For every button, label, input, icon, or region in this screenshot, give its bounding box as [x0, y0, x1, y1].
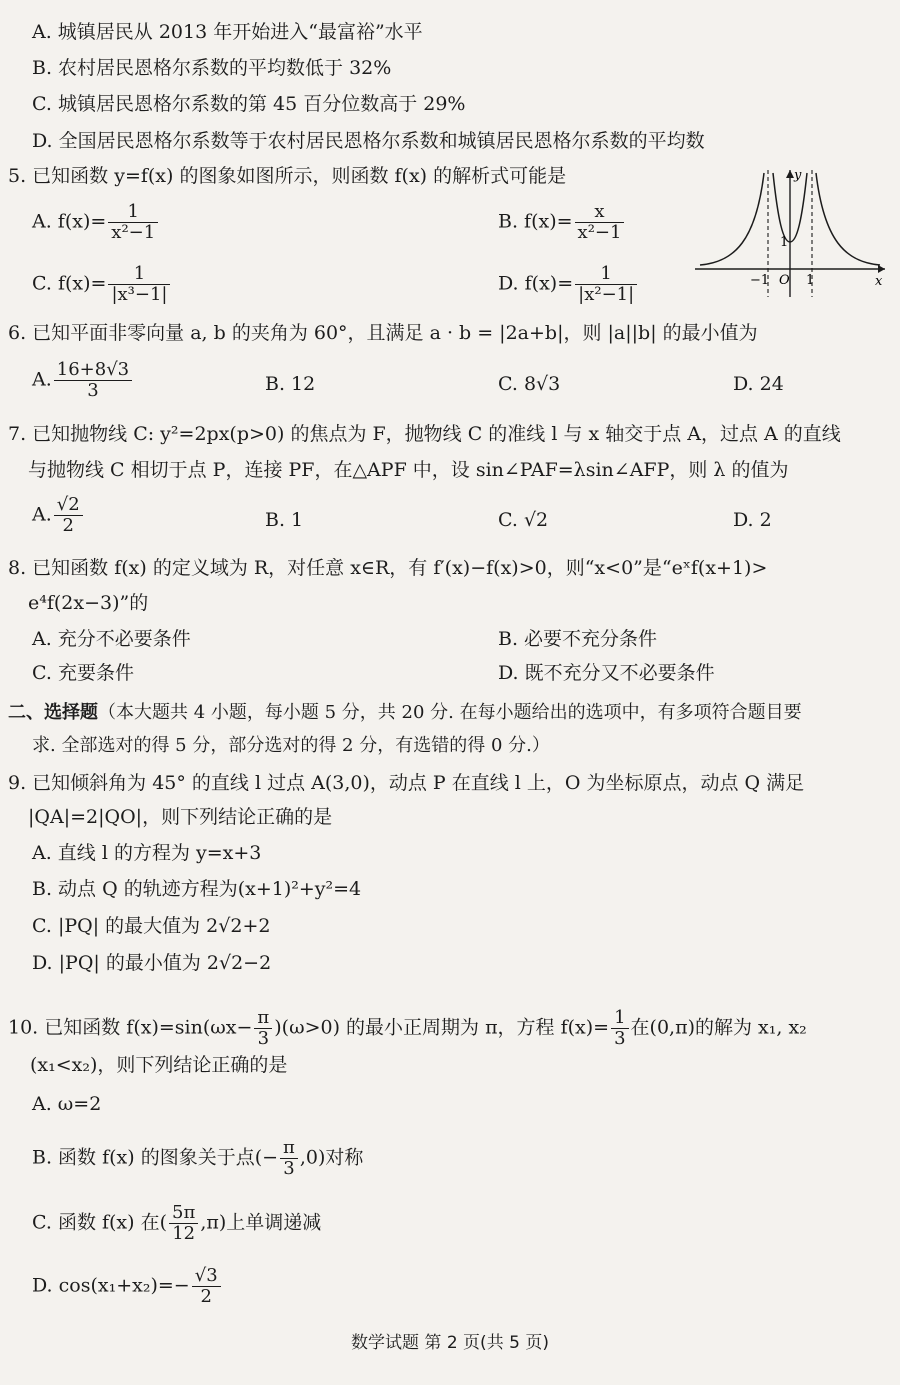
x-label: x: [875, 274, 883, 289]
q10-option-d: D. cos(x₁+x₂)=− $\frac{√3}{2}$: [32, 1266, 223, 1307]
q6-option-a: A. $\frac{16+8√3}{3}$: [32, 360, 134, 401]
q10-option-c: C. 函数 f(x) 在( $\frac{5\pi}{12}$ ,π)上单调递减: [32, 1202, 322, 1244]
curve-right: [816, 173, 880, 265]
q4-option-c: C. 城镇居民恩格尔系数的第 45 百分位数高于 29%: [32, 93, 466, 115]
tick-y1: 1: [780, 235, 789, 250]
q9-option-a: A. 直线 l 的方程为 y=x+3: [32, 842, 262, 864]
y-label: y: [794, 168, 802, 183]
q5-option-a: A. f(x)= $\frac{1}{\text{x²−1}}$: [32, 202, 160, 243]
q9-option-c: C. |PQ| 的最大值为 2√2+2: [32, 915, 271, 937]
q8-option-a: A. 充分不必要条件: [32, 628, 191, 650]
q7-option-c: C. √2: [498, 509, 549, 531]
q7-option-a: A. $\frac{√2}{2}$: [32, 495, 85, 536]
q7-line2: 与抛物线 C 相切于点 P，连接 PF，在△APF 中，设 sin∠PAF=λsin∠AFP，则 λ 的值为: [28, 459, 789, 481]
q9-line2: |QA|=2|QO|，则下列结论正确的是: [28, 806, 333, 828]
section2-header: [8, 701, 802, 725]
q5-stem: 5. 已知函数 y=f(x) 的图象如图所示，则函数 f(x) 的解析式可能是: [8, 165, 567, 187]
curve-left: [700, 173, 764, 265]
section2-desc2: 求. 全部选对的得 5 分，部分选对的得 2 分，有选错的得 0 分.）: [32, 735, 550, 756]
section2-title: 二、选择题: [8, 702, 98, 723]
q8-option-b: B. 必要不充分条件: [498, 628, 658, 650]
q6-option-b: B. 12: [265, 373, 316, 395]
function-graph: [690, 165, 890, 300]
q10-line2: (x₁<x₂)，则下列结论正确的是: [30, 1054, 288, 1076]
q4-option-a: A. 城镇居民从 2013 年开始进入“最富裕”水平: [32, 21, 423, 43]
q9-option-d: D. |PQ| 的最小值为 2√2−2: [32, 952, 272, 974]
tick-neg1: −1: [750, 273, 770, 288]
q10-line1: 10. 已知函数 f(x)=sin(ωx− $\frac{\pi}{3}$ )(ω>0) 的最小正周期为 π，方程 f(x)= $\frac{1}{3}$ 在(0,π)的解为 x₁, x₂: [8, 1007, 807, 1049]
page-footer: 数学试题 第 2 页(共 5 页): [351, 1333, 549, 1353]
section2-desc1: （本大题共 4 小题，每小题 5 分，共 20 分. 在每小题给出的选项中，有多项符合题目要: [98, 702, 802, 723]
q8-option-c: C. 充要条件: [32, 662, 134, 684]
q4-option-b: B. 农村居民恩格尔系数的平均数低于 32%: [32, 57, 392, 79]
origin-label: O: [779, 273, 790, 288]
q10-option-b: B. 函数 f(x) 的图象关于点(− $\frac{\pi}{3}$ ,0)对称: [32, 1137, 364, 1179]
y-axis-arrow: [786, 170, 794, 178]
q8-line2: e⁴f(2x−3)”的: [28, 592, 149, 614]
q5-option-b: B. f(x)= $\frac{x}{\text{x²−1}}$: [498, 202, 626, 243]
q6-stem: 6. 已知平面非零向量 a, b 的夹角为 60°，且满足 a · b = |2a+b|，则 |a||b| 的最小值为: [8, 322, 758, 344]
q9-line1: 9. 已知倾斜角为 45° 的直线 l 过点 A(3,0)，动点 P 在直线 l 上，O 为坐标原点，动点 Q 满足: [8, 772, 805, 794]
q5-option-d: D. f(x)= $\frac{1}{\text{|x²−1|}}$: [498, 264, 639, 305]
q7-option-d: D. 2: [733, 509, 772, 531]
q8-line1: 8. 已知函数 f(x) 的定义域为 R，对任意 x∈R，有 f′(x)−f(x)>0，则“x<0”是“eˣf(x+1)>: [8, 557, 768, 579]
q6-option-d: D. 24: [733, 373, 784, 395]
q6-option-c: C. 8√3: [498, 373, 561, 395]
q5-option-c: C. f(x)= $\frac{1}{\text{|x³−1|}}$: [32, 264, 172, 305]
q8-option-d: D. 既不充分又不必要条件: [498, 662, 715, 684]
q4-option-d: D. 全国居民恩格尔系数等于农村居民恩格尔系数和城镇居民恩格尔系数的平均数: [32, 130, 705, 152]
q9-option-b: B. 动点 Q 的轨迹方程为(x+1)²+y²=4: [32, 878, 362, 900]
q7-line1: 7. 已知抛物线 C: y²=2px(p>0) 的焦点为 F，抛物线 C 的准线 l 与 x 轴交于点 A，过点 A 的直线: [8, 423, 841, 445]
x-axis-arrow: [878, 265, 885, 273]
q10-option-a: A. ω=2: [32, 1093, 102, 1115]
tick-1: 1: [806, 273, 815, 288]
q7-option-b: B. 1: [265, 509, 304, 531]
